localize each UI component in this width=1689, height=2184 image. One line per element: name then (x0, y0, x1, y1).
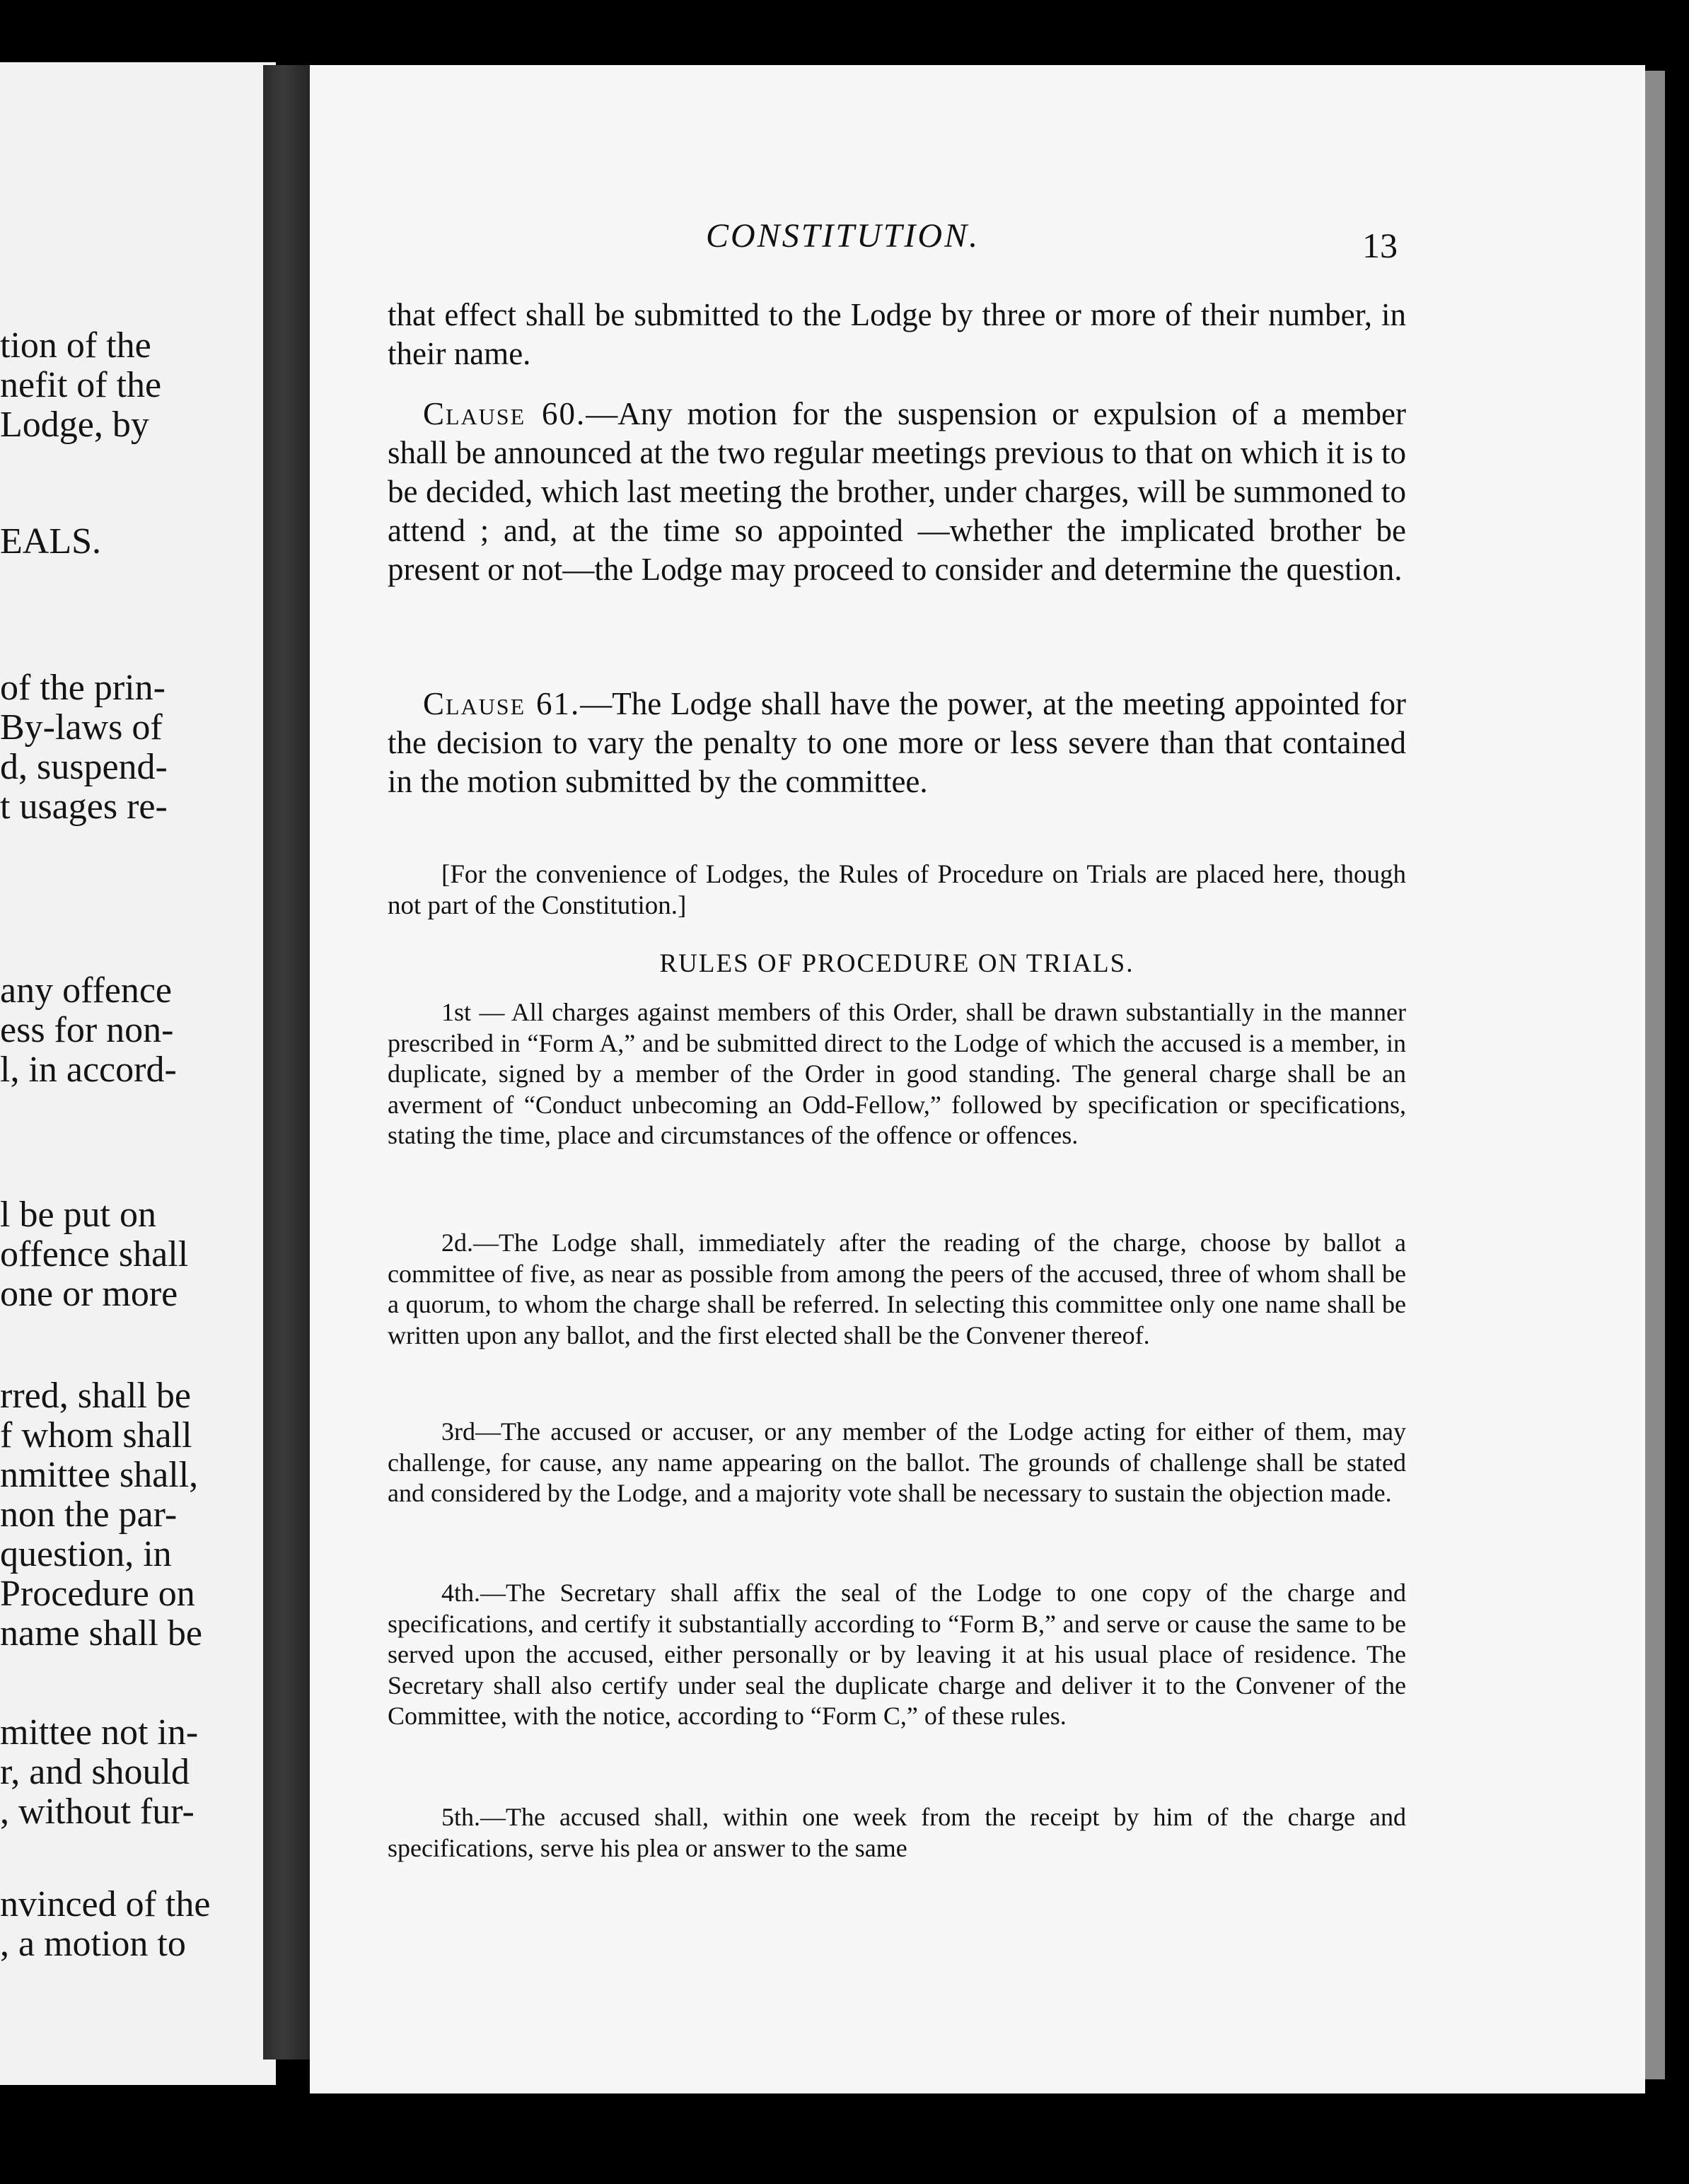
left-page-line: f whom shall (0, 1415, 192, 1456)
left-page-line: nvinced of the (0, 1884, 211, 1924)
left-page-line: l be put on (0, 1195, 156, 1235)
left-page-line: nmittee shall, (0, 1455, 199, 1495)
clause-61-label: Clause 61. (423, 686, 581, 721)
left-page-line: nefit of the (0, 365, 162, 405)
book-gutter (263, 65, 313, 2060)
left-page-line: EALS. (0, 521, 101, 562)
left-page-line: one or more (0, 1274, 178, 1314)
page-number: 13 (1362, 226, 1398, 265)
left-page-line: question, in (0, 1534, 172, 1574)
rule-item: 4th.—The Secretary shall affix the seal of the Lodge to one copy of the charge and specifications, and certify it substantially according to “Form B,” and serve or cause the same to be served upon the accused, either personally or by leaving it at his usual place of residence. The Secretary shall also certify under seal the duplicate charge and deliver it to the Convener of the Committee, with the notice, according to “Form C,” of these rules. (388, 1579, 1406, 1730)
facing-page-left (0, 62, 276, 2085)
left-page-line: t usages re- (0, 786, 168, 827)
running-head: CONSTITUTION. (706, 217, 980, 255)
left-page-line: offence shall (0, 1234, 189, 1274)
left-page-line: any offence (0, 970, 173, 1011)
left-page-line: l, in accord- (0, 1050, 177, 1090)
left-page-line: Procedure on (0, 1574, 195, 1614)
rule-item: 3rd—The accused or accuser, or any member of the Lodge acting for either of them, may challenge, for cause, any name appearing on the ballot. The grounds of challenge shall be stated and considered by the Lodge, and a majority vote shall be necessary to sustain the objection made. (388, 1417, 1406, 1507)
clause-60-paragraph (388, 395, 1406, 589)
left-page-line: , without fur- (0, 1791, 195, 1832)
clause-60-label: Clause 60. (423, 396, 586, 431)
left-page-line: Lodge, by (0, 405, 149, 445)
clause-61-text: —The Lodge shall have the power, at the meeting appointed for the decision to vary the penalty to one more or less severe than that contained in the motion submitted by the committee. (388, 686, 1406, 799)
left-page-line: mittee not in- (0, 1712, 199, 1753)
left-page-line: of the prin- (0, 668, 166, 708)
left-page-line: By-laws of (0, 707, 163, 748)
left-page-line: non the par- (0, 1494, 178, 1535)
left-page-line: d, suspend- (0, 747, 168, 787)
page-edge (1645, 71, 1665, 2079)
rule-item: 2d.—The Lodge shall, immediately after the reading of the charge, choose by ballot a committee of five, as near as possible from among the peers of the accused, three of whom shall be a quorum, to whom the charge shall be referred. In selecting this committee only one name shall be written upon any ballot, and the first elected shall be the Convener thereof. (388, 1228, 1406, 1349)
rules-heading: RULES OF PROCEDURE ON TRIALS. (659, 949, 1134, 978)
clause-60-text: —Any motion for the suspension or expulsion of a member shall be announced at the two regular meetings previous to that on which it is to be decided, which last meeting the brother, under charges, will be summoned to attend ; and, at the time so appointed —whether the implicated brother be present or not—the Lodge may proceed to consider and determine the question. (388, 396, 1406, 587)
left-page-line: name shall be (0, 1613, 202, 1654)
left-page-line: rred, shall be (0, 1376, 192, 1416)
rule-item: 5th.—The accused shall, within one week from the receipt by him of the charge and specifications, serve his plea or answer to the same (388, 1803, 1406, 1862)
carryover-paragraph: that effect shall be submitted to the Lodge by three or more of their number, in their name. (388, 297, 1406, 371)
rule-item: 1st — All charges against members of this Order, shall be drawn substantially in the manner prescribed in “Form A,” and be submitted direct to the Lodge of which the accused is a member, in duplicate, signed by a member of the Order in good standing. The general charge shall be an averment of “Conduct unbecoming an Odd-Fellow,” followed by specification or specifications, stating the time, place and circumstances of the offence or offences. (388, 998, 1406, 1149)
left-page-line: r, and should (0, 1752, 190, 1792)
clause-61-paragraph (388, 685, 1406, 801)
left-page-line: , a motion to (0, 1924, 186, 1964)
editorial-note: [For the convenience of Lodges, the Rules of Procedure on Trials are placed here, though not part of the Constitution.] (388, 860, 1406, 920)
left-page-line: ess for non- (0, 1010, 174, 1050)
left-page-line: tion of the (0, 325, 151, 366)
